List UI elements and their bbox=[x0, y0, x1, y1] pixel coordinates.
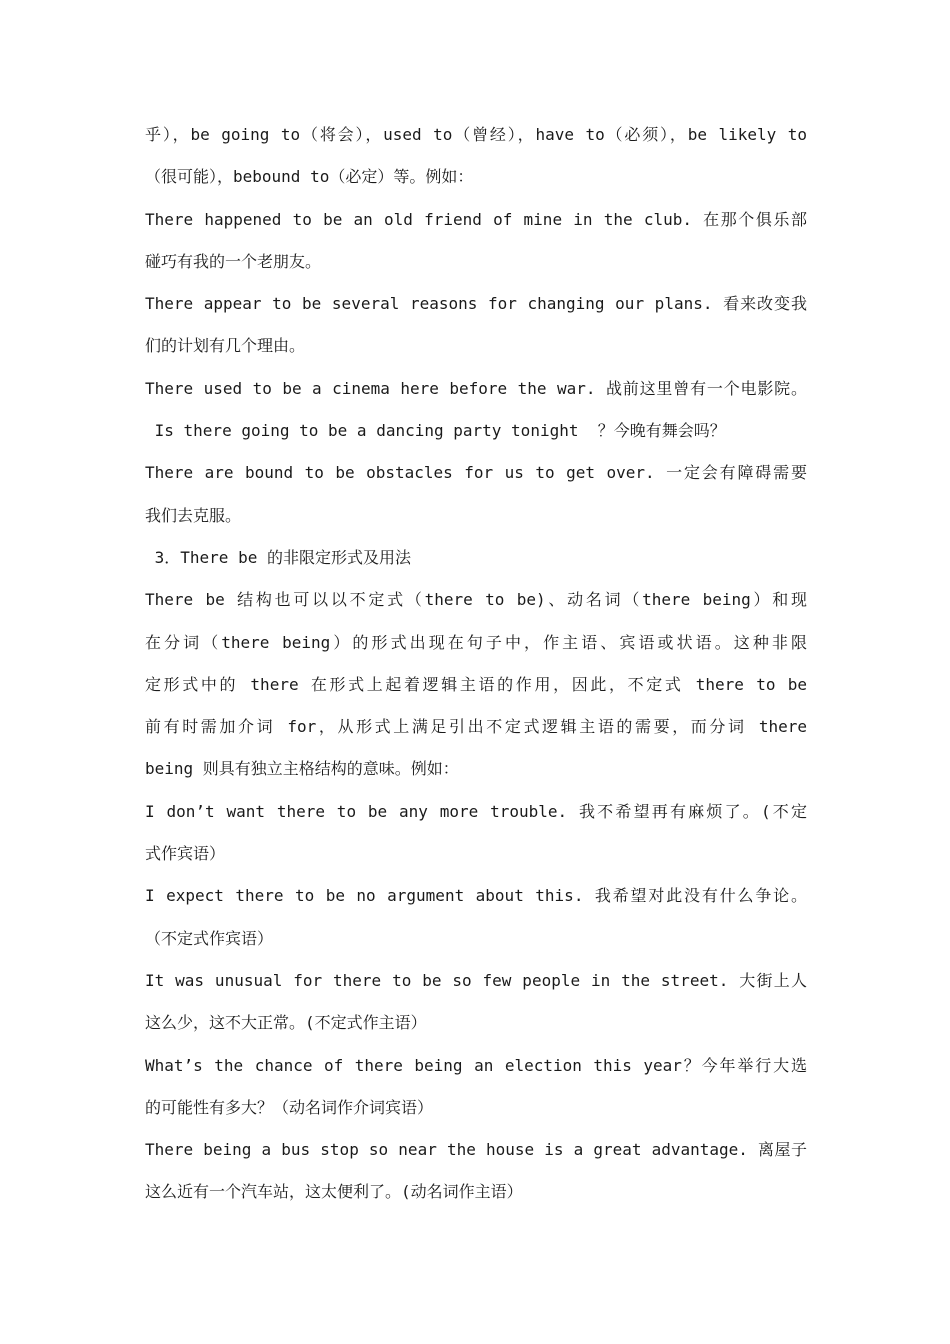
text-line: There are bound to be obstacles for us to get over. 一定会有障碍需要 bbox=[145, 463, 807, 483]
text-line: being 则具有独立主格结构的意味。例如： bbox=[145, 759, 459, 779]
text-line: 这么少，这不大正常。(不定式作主语） bbox=[145, 1013, 427, 1033]
text-line: 在分词（there being）的形式出现在句子中，作主语、宾语或状语。这种非限 bbox=[145, 632, 807, 652]
text-line: 们的计划有几个理由。 bbox=[145, 336, 306, 356]
text-line: 碰巧有我的一个老朋友。 bbox=[145, 251, 322, 271]
text-line: What’s the chance of there being an election this year？今年举行大选 bbox=[145, 1055, 807, 1075]
text-line: There used to be a cinema here before the war. 战前这里曾有一个电影院。 bbox=[145, 378, 807, 398]
text-line: 我们去克服。 bbox=[145, 505, 242, 525]
text-line: It was unusual for there to be so few people in the street. 大街上人 bbox=[145, 970, 807, 990]
text-line: 的可能性有多大？（动名词作介词宾语） bbox=[145, 1097, 434, 1117]
text-line: I expect there to be no argument about this. 我希望对此没有什么争论。 bbox=[145, 886, 807, 906]
text-line: 乎），be going to（将会），used to（曾经），have to（必须），be likely to bbox=[145, 125, 807, 144]
text-line: Is there going to be a dancing party tonight ？今晚有舞会吗？ bbox=[145, 421, 726, 441]
text-line: There be 结构也可以以不定式（there to be)、动名词（there being）和现 bbox=[145, 590, 807, 610]
text-line: （很可能），bebound to（必定）等。例如： bbox=[145, 167, 474, 187]
body-text bbox=[145, 114, 807, 1214]
text-line: 前有时需加介词 for，从形式上满足引出不定式逻辑主语的需要，而分词 there bbox=[145, 717, 807, 737]
text-line: 定形式中的 there 在形式上起着逻辑主语的作用，因此，不定式 there to be bbox=[145, 674, 807, 694]
text-line: I don’t want there to be any more trouble. 我不希望再有麻烦了。(不定 bbox=[145, 801, 807, 821]
text-line: There being a bus stop so near the house is a great advantage. 离屋子 bbox=[145, 1140, 807, 1160]
text-line: There happened to be an old friend of mine in the club. 在那个俱乐部 bbox=[145, 209, 807, 229]
section-heading: 3．There be 的非限定形式及用法 bbox=[145, 547, 411, 567]
text-line: （不定式作宾语） bbox=[145, 928, 274, 948]
text-line: There appear to be several reasons for changing our plans. 看来改变我 bbox=[145, 294, 807, 314]
text-line: 这么近有一个汽车站，这太便利了。(动名词作主语） bbox=[145, 1182, 523, 1202]
text-line: 式作宾语） bbox=[145, 844, 226, 864]
